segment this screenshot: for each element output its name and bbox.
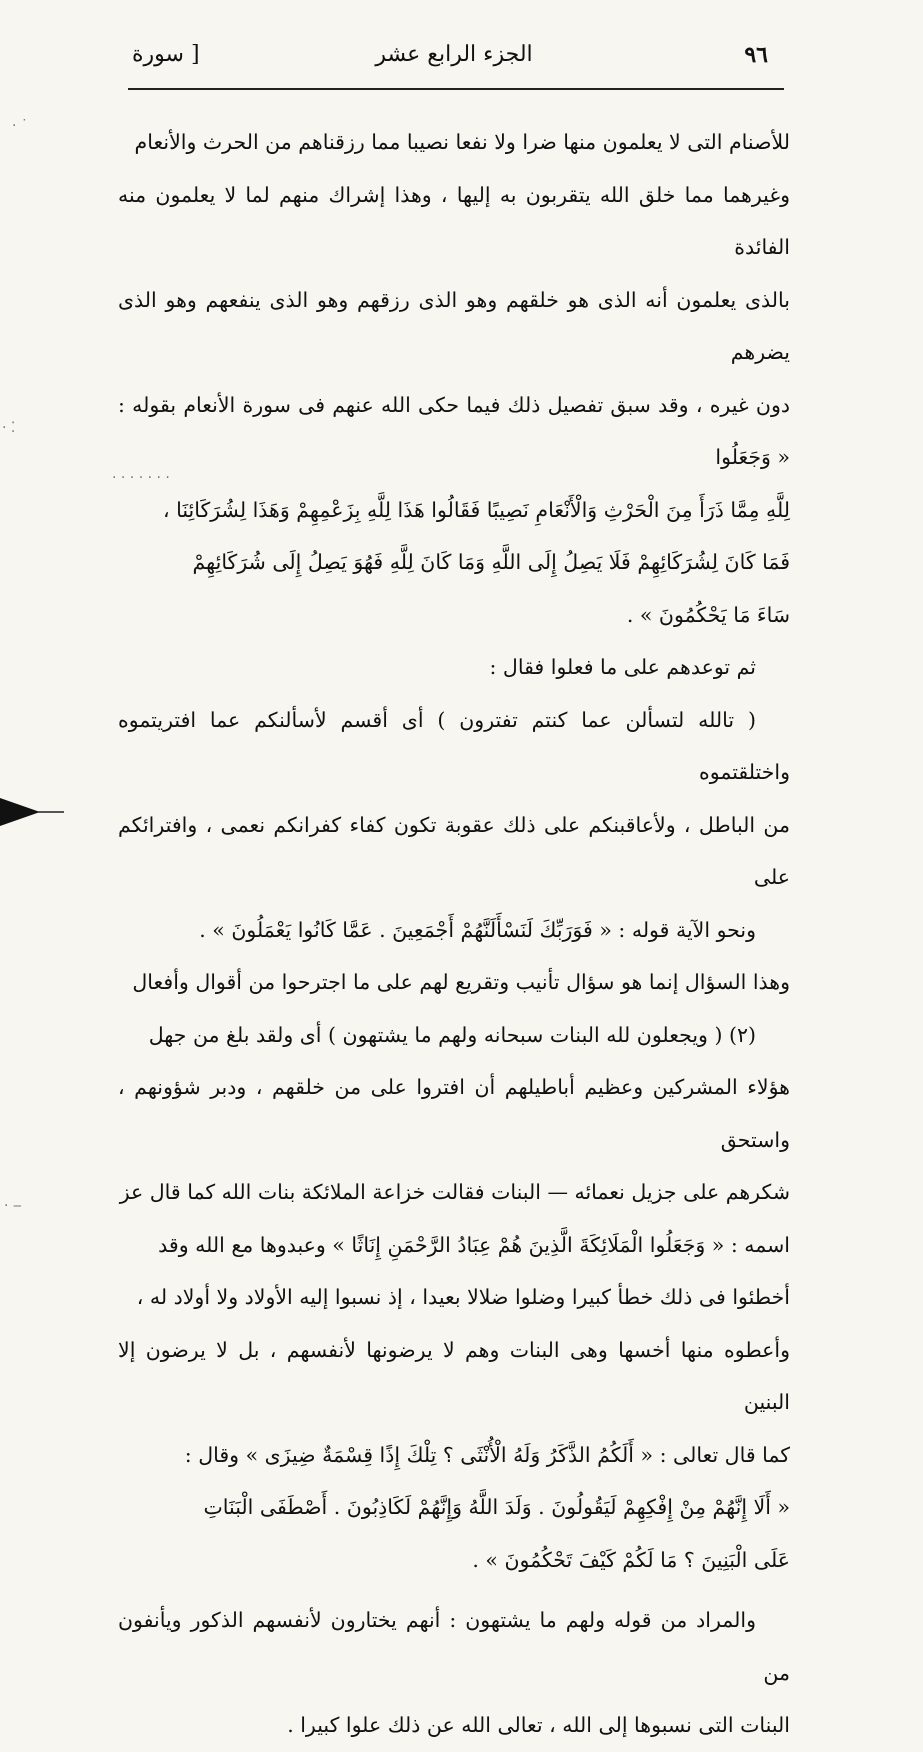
body-line: للأصنام التى لا يعلمون منها ضرا ولا نفعا نصيبا مما رزقناهم من الحرث والأنعام	[134, 130, 790, 154]
body-line: (٢) ( ويجعلون لله البنات سبحانه ولهم ما يشتهون ) أى ولقد بلغ من جهل	[148, 1022, 756, 1047]
page-body	[118, 116, 790, 1752]
body-line: كما قال تعالى : « أَلَكُمُ الذَّكَرُ وَلَهُ الْأُنْثَى ؟ تِلْكَ إِذًا قِسْمَةٌ ضِيزَى » وقال :	[184, 1442, 790, 1467]
page-number: ٩٦	[744, 42, 768, 68]
body-line: ونحو الآية قوله : « فَوَرَبِّكَ لَنَسْأَلَنَّهُمْ أَجْمَعِينَ . عَمَّا كَانُوا يَعْمَلُونَ » .	[199, 917, 756, 942]
margin-speck: · · · · · · ·	[112, 470, 170, 486]
body-line: هؤلاء المشركين وعظيم أباطيلهم أن افتروا على من خلقهم ، ودبر شؤونهم ، واستحق	[118, 1075, 790, 1152]
quran-verse-line: لِلَّهِ مِمَّا ذَرَأَ مِنَ الْحَرْثِ وَالْأَنْعَامِ نَصِيبًا فَقَالُوا هَذَا لِلَّهِ بِزَعْمِهِمْ وَهَذَا لِشُرَكَائِنَا ،	[162, 497, 790, 522]
body-line: اسمه : « وَجَعَلُوا الْمَلَائِكَةَ الَّذِينَ هُمْ عِبَادُ الرَّحْمَنِ إِنَاثًا » وعبدوها مع الله وقد	[158, 1232, 790, 1257]
margin-speck: ‒ ·	[4, 1198, 22, 1214]
body-line: ( تالله لتسألن عما كنتم تفترون ) أى أقسم لأسألنكم عما افتريتموه واختلقتموه	[118, 707, 790, 784]
body-line: بالذى يعلمون أنه الذى هو خلقهم وهو الذى رزقهم وهو الذى ينفعهم وهو الذى يضرهم	[118, 287, 790, 364]
header-rule	[128, 88, 784, 90]
body-line: والمراد من قوله ولهم ما يشتهون : أنهم يختارون لأنفسهم الذكور ويأنفون من	[118, 1608, 790, 1685]
body-line: وهذا السؤال إنما هو سؤال تأنيب وتقريع لهم على ما اجترحوا من أقوال وأفعال	[132, 970, 790, 994]
body-line: ثم توعدهم على ما فعلوا فقال :	[489, 655, 756, 679]
margin-arrow-tail	[38, 811, 64, 813]
quran-verse-line: عَلَى الْبَنِينَ ؟ مَا لَكُمْ كَيْفَ تَحْكُمُونَ » .	[472, 1547, 790, 1572]
margin-speck: ˙ ·	[12, 118, 28, 134]
body-line: من الباطل ، ولأعاقبنكم على ذلك عقوبة تكون كفاء كفرانكم نعمى ، وافترائكم على	[118, 812, 790, 889]
body-line: أخطئوا فى ذلك خطأ كبيرا وضلوا ضلالا بعيدا ، إذ نسبوا إليه الأولاد ولا أولاد له ،	[136, 1285, 790, 1309]
quran-verse-line: فَمَا كَانَ لِشُرَكَائِهِمْ فَلَا يَصِلُ إِلَى اللَّهِ وَمَا كَانَ لِلَّهِ فَهُوَ يَصِلُ إِلَى شُرَكَائِهِمْ	[192, 550, 790, 574]
quran-verse-line: « أَلَا إِنَّهُمْ مِنْ إِفْكِهِمْ لَيَقُولُونَ . وَلَدَ اللَّهُ وَإِنَّهُمْ لَكَاذِبُونَ . أَصْطَفَى الْبَنَاتِ	[203, 1495, 790, 1519]
body-line: البنات التى نسبوها إلى الله ، تعالى الله عن ذلك علوا كبيرا .	[287, 1713, 790, 1737]
quran-verse-line: سَاءَ مَا يَحْكُمُونَ » .	[626, 602, 790, 627]
sura-label: [ سورة	[132, 42, 200, 67]
running-title: الجزء الرابع عشر	[375, 42, 533, 67]
margin-arrow-mark	[0, 798, 40, 826]
body-line: وغيرهما مما خلق الله يتقربون به إليها ، وهذا إشراك منهم لما لا يعلمون منه الفائدة	[118, 182, 790, 259]
page-header	[128, 38, 780, 86]
body-line: دون غيره ، وقد سبق تفصيل ذلك فيما حكى الله عنهم فى سورة الأنعام بقوله : « وَجَعَلُوا	[118, 392, 790, 469]
margin-speck: ⁚ ·	[2, 420, 16, 436]
body-line: وأعطوه منها أخسها وهى البنات وهم لا يرضونها لأنفسهم ، بل لا يرضون إلا البنين	[118, 1337, 790, 1414]
body-line: شكرهم على جزيل نعمائه — البنات فقالت خزاعة الملائكة بنات الله كما قال عز	[119, 1180, 790, 1204]
